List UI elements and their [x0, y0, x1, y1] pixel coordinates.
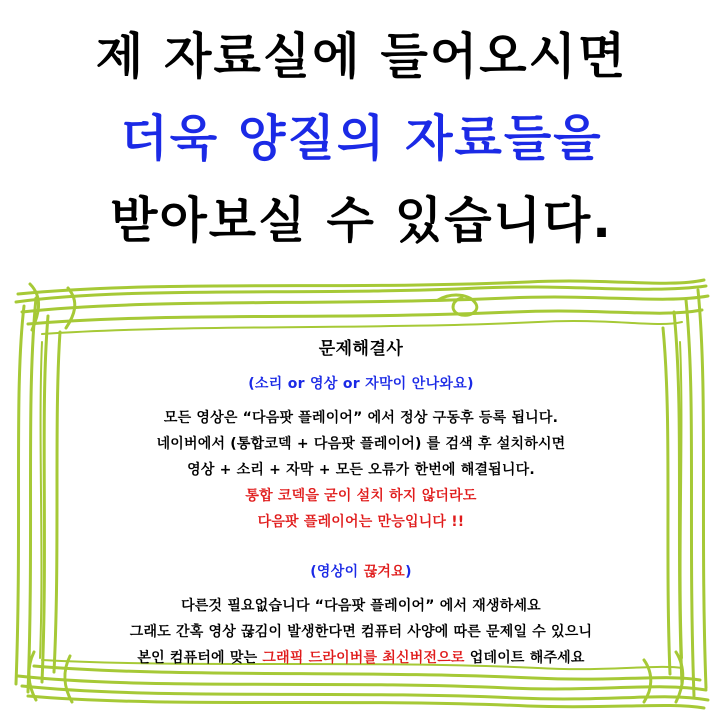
block2-last-part1: 본인 컴퓨터에 맞는	[137, 650, 263, 666]
block1-warn-2: 다음팟 플레이어는 만능입니다 !!	[257, 514, 465, 530]
block2-heading-suffix: )	[405, 564, 412, 580]
content-block	[8, 272, 714, 710]
block2-line-2: 그래도 간혹 영상 끊김이 발생한다면 컴퓨터 사양에 따른 문제일 수 있으니	[129, 624, 593, 640]
headline-block	[0, 16, 723, 262]
block2-last-line	[48, 645, 674, 671]
section-title: 문제해결사	[318, 339, 404, 359]
block2-last-part3: 업데이트 해주세요	[464, 650, 585, 666]
block1-line-3: 영상 + 소리 + 자막 + 모든 오류가 한번에 해결됩니다.	[187, 462, 535, 478]
block2-last-part2: 그래픽 드라이버를 최신버전으로	[262, 650, 465, 666]
block-spacer	[48, 535, 674, 561]
block1-line-2: 네이버에서 (통합코덱 + 다음팟 플레이어) 를 검색 후 설치하시면	[156, 436, 566, 452]
block1-warn-1: 통합 코덱을 굳이 설치 하지 않더라도	[245, 488, 477, 504]
block2-heading	[48, 561, 674, 581]
block1-heading: (소리 or 영상 or 자막이 안나와요)	[248, 376, 474, 392]
block1-line-1: 모든 영상은 “다음팟 플레이어” 에서 정상 구동후 등록 됩니다.	[163, 410, 559, 426]
block2-heading-accent: 끊겨요	[363, 564, 406, 580]
block2-line-1: 다른것 필요없습니다 “다음팟 플레이어” 에서 재생하세요	[181, 598, 541, 614]
headline-line-2: 더욱 양질의 자료들을	[120, 110, 603, 167]
headline-line-1: 제 자료실에 들어오시면	[95, 28, 628, 85]
headline-line-3: 받아보실 수 있습니다.	[110, 192, 613, 249]
block2-heading-prefix: (영상이	[310, 564, 364, 580]
